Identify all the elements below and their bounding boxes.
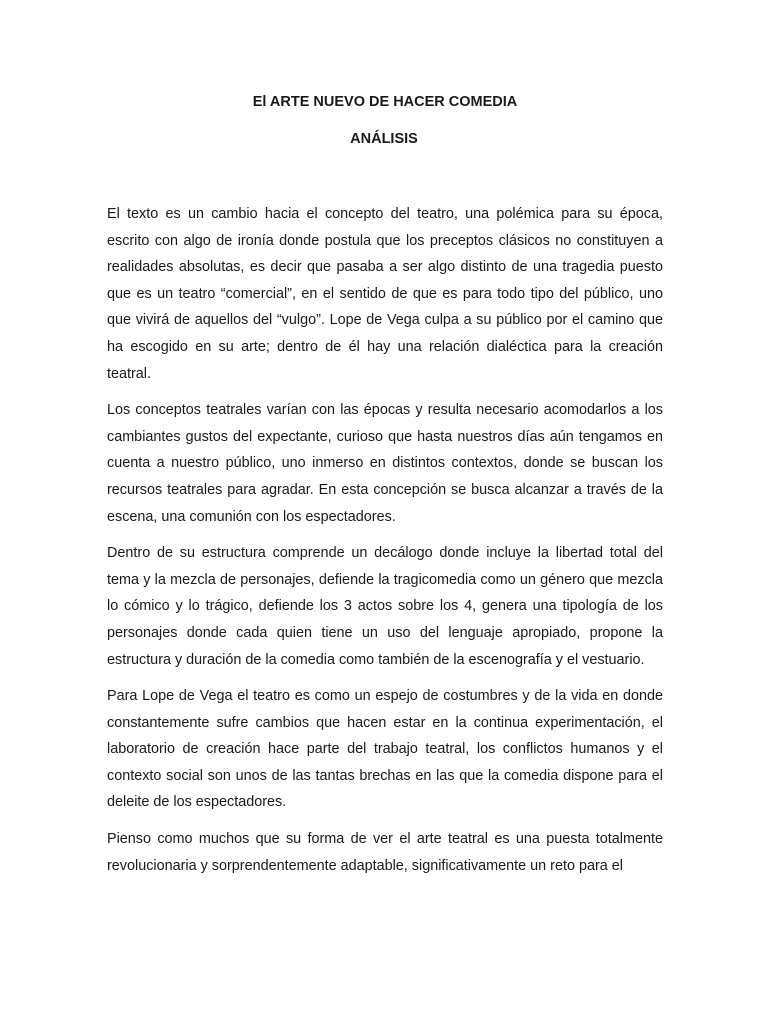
paragraph: El texto es un cambio hacia el concepto del teatro, una polémica para su época, escrito con algo de ironía donde postula que los preceptos clásicos no constituyen a realidades absolutas, es decir que pasaba a ser algo distinto de una tragedia puesto que es un teatro “comercial”, en el sentido de que es para todo tipo del público, uno que vivirá de aquellos del “vulgo”. Lope de Vega culpa a su público por el camino que ha escogido en su arte; dentro de él hay una relación dialéctica para la creación teatral. [107,206,663,382]
document-body [107,201,663,889]
paragraph: Pienso como muchos que su forma de ver el arte teatral es una puesta totalmente revolucionaria y sorprendentemente adaptable, significativamente un reto para el [107,831,663,874]
paragraph: Dentro de su estructura comprende un decálogo donde incluye la libertad total del tema y la mezcla de personajes, defiende la tragicomedia como un género que mezcla lo cómico y lo trágico, defiende los 3 actos sobre los 4, genera una tipología de los personajes donde cada quien tiene un uso del lenguaje apropiado, propone la estructura y duración de la comedia como también de la escenografía y el vestuario. [107,545,663,668]
paragraph: Los conceptos teatrales varían con las épocas y resulta necesario acomodarlos a los cambiantes gustos del expectante, curioso que hasta nuestros días aún tengamos en cuenta a nuestro público, uno inmerso en distintos contextos, donde se buscan los recursos teatrales para agradar. En esta concepción se busca alcanzar a través de la escena, una comunión con los espectadores. [107,402,663,525]
document-subtitle: ANÁLISIS [350,131,418,147]
document-title: El ARTE NUEVO DE HACER COMEDIA [252,94,518,110]
paragraph: Para Lope de Vega el teatro es como un espejo de costumbres y de la vida en donde constantemente sufre cambios que hacen estar en la continua experimentación, el laboratorio de creación hace parte del trabajo teatral, los conflictos humanos y el contexto social son unos de las tantas brechas en las que la comedia dispone para el deleite de los espectadores. [107,688,663,811]
